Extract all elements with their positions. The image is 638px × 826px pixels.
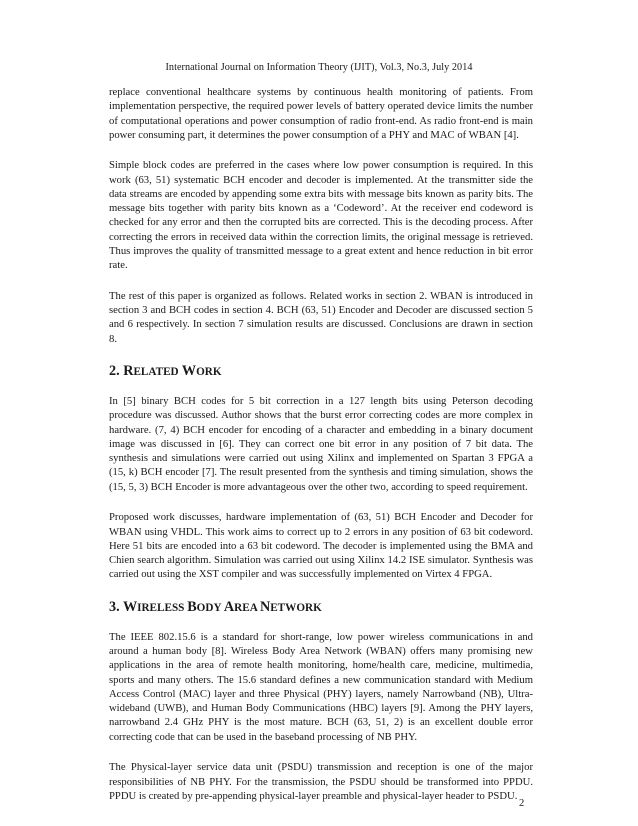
section-3-paragraph-2: The Physical-layer service data unit (PSDU) transmission and reception is one of the major responsibilities of NB PHY. For the transmission, the PSDU should be transformed into PPDU. PPDU is created by pre-appending physical-layer preamble and physical-layer header to PSDU. <box>109 762 533 802</box>
section-2-paragraph-2: Proposed work discusses, hardware implementation of (63, 51) BCH Encoder and Decoder for WBAN using VHDL. This work aims to correct up to 2 errors in any position of 63 bit codeword. Here 51 bits are encoded into a 63 bit codeword. The decoder is implemented using the BMA and Chien search algorithm. Simulation was carried out using Xilinx 14.2 ISE simulator. Synthesis was carried out using the XST compiler and was successfully implemented on Virtex 4 FPGA. <box>109 512 533 581</box>
section-2-heading: 2. RELATED WORK <box>109 363 222 380</box>
body-text <box>109 86 533 820</box>
page-number: 2 <box>519 798 525 809</box>
section-3-heading: 3. WIRELESS BODY AREA NETWORK <box>109 598 322 615</box>
intro-paragraph-3: The rest of this paper is organized as follows. Related works in section 2. WBAN is introduced in section 3 and BCH codes in section 4. BCH (63, 51) Encoder and Decoder are discussed section 5 and 6 respectively. In section 7 simulation results are discussed. Conclusions are drawn in section 8. <box>109 290 533 345</box>
section-3-paragraph-1: The IEEE 802.15.6 is a standard for short-range, low power wireless communications in and around a human body [8]. Wireless Body Area Network (WBAN) offers many promising new applications in the area of remote health monitoring, home/health care, medicine, multimedia, sports and many others. The 15.6 standard defines a new communication standard with Medium Access Control (MAC) layer and three Physical (PHY) layers, namely Narrowband (NB), Ultra-wideband (UWB), and Human Body Communications (HBC) layers [9]. Among the PHY layers, narrowband 2.4 GHz PHY is the most mature. BCH (63, 51, 2) is an excellent double error correcting code that can be used in the baseband processing of NB PHY. <box>109 631 533 743</box>
section-2-paragraph-1: In [5] binary BCH codes for 5 bit correction in a 127 length bits using Peterson decoding procedure was discussed. Author shows that the burst error correcting codes are more complex in hardware. (7, 4) BCH encoder for encoding of a character and embedding in a binary document image was discussed in [6]. They can correct one bit error in any position of 7 bit data. The synthesis and simulations were carried out using Xilinx and implemented on Spartan 3 FPGA a (15, k) BCH encoder [7]. The result presented from the synthesis and timing simulation, shows the (15, 5, 3) BCH Encoder is more advantageous over the other two, according to speed requirement. <box>109 396 533 493</box>
intro-paragraph-2: Simple block codes are preferred in the cases where low power consumption is required. In this work (63, 51) systematic BCH encoder and decoder is implemented. At the transmitter side the data streams are encoded by appending some extra bits with message bits known as parity bits. The message bits together with parity bits known as a ‘Codeword’. At the receiver end codeword is checked for any error and then the corrupted bits are corrected. This is the decoding process. After correcting the errors in received data within the correction limits, the original message is retrieved. Thus improves the quality of transmitted message to a great extent and hence reduction in bit error rate. <box>109 160 533 272</box>
running-header: International Journal on Information Theory (IJIT), Vol.3, No.3, July 2014 <box>165 62 473 73</box>
intro-paragraph-1: replace conventional healthcare systems by continuous health monitoring of patients. From implementation perspective, the required power levels of battery operated device limits the number of computational operations and power consumption of radio front-end. As radio front-end is main power consuming part, it determines the power consumption of a PHY and MAC of WBAN [4]. <box>109 87 533 141</box>
